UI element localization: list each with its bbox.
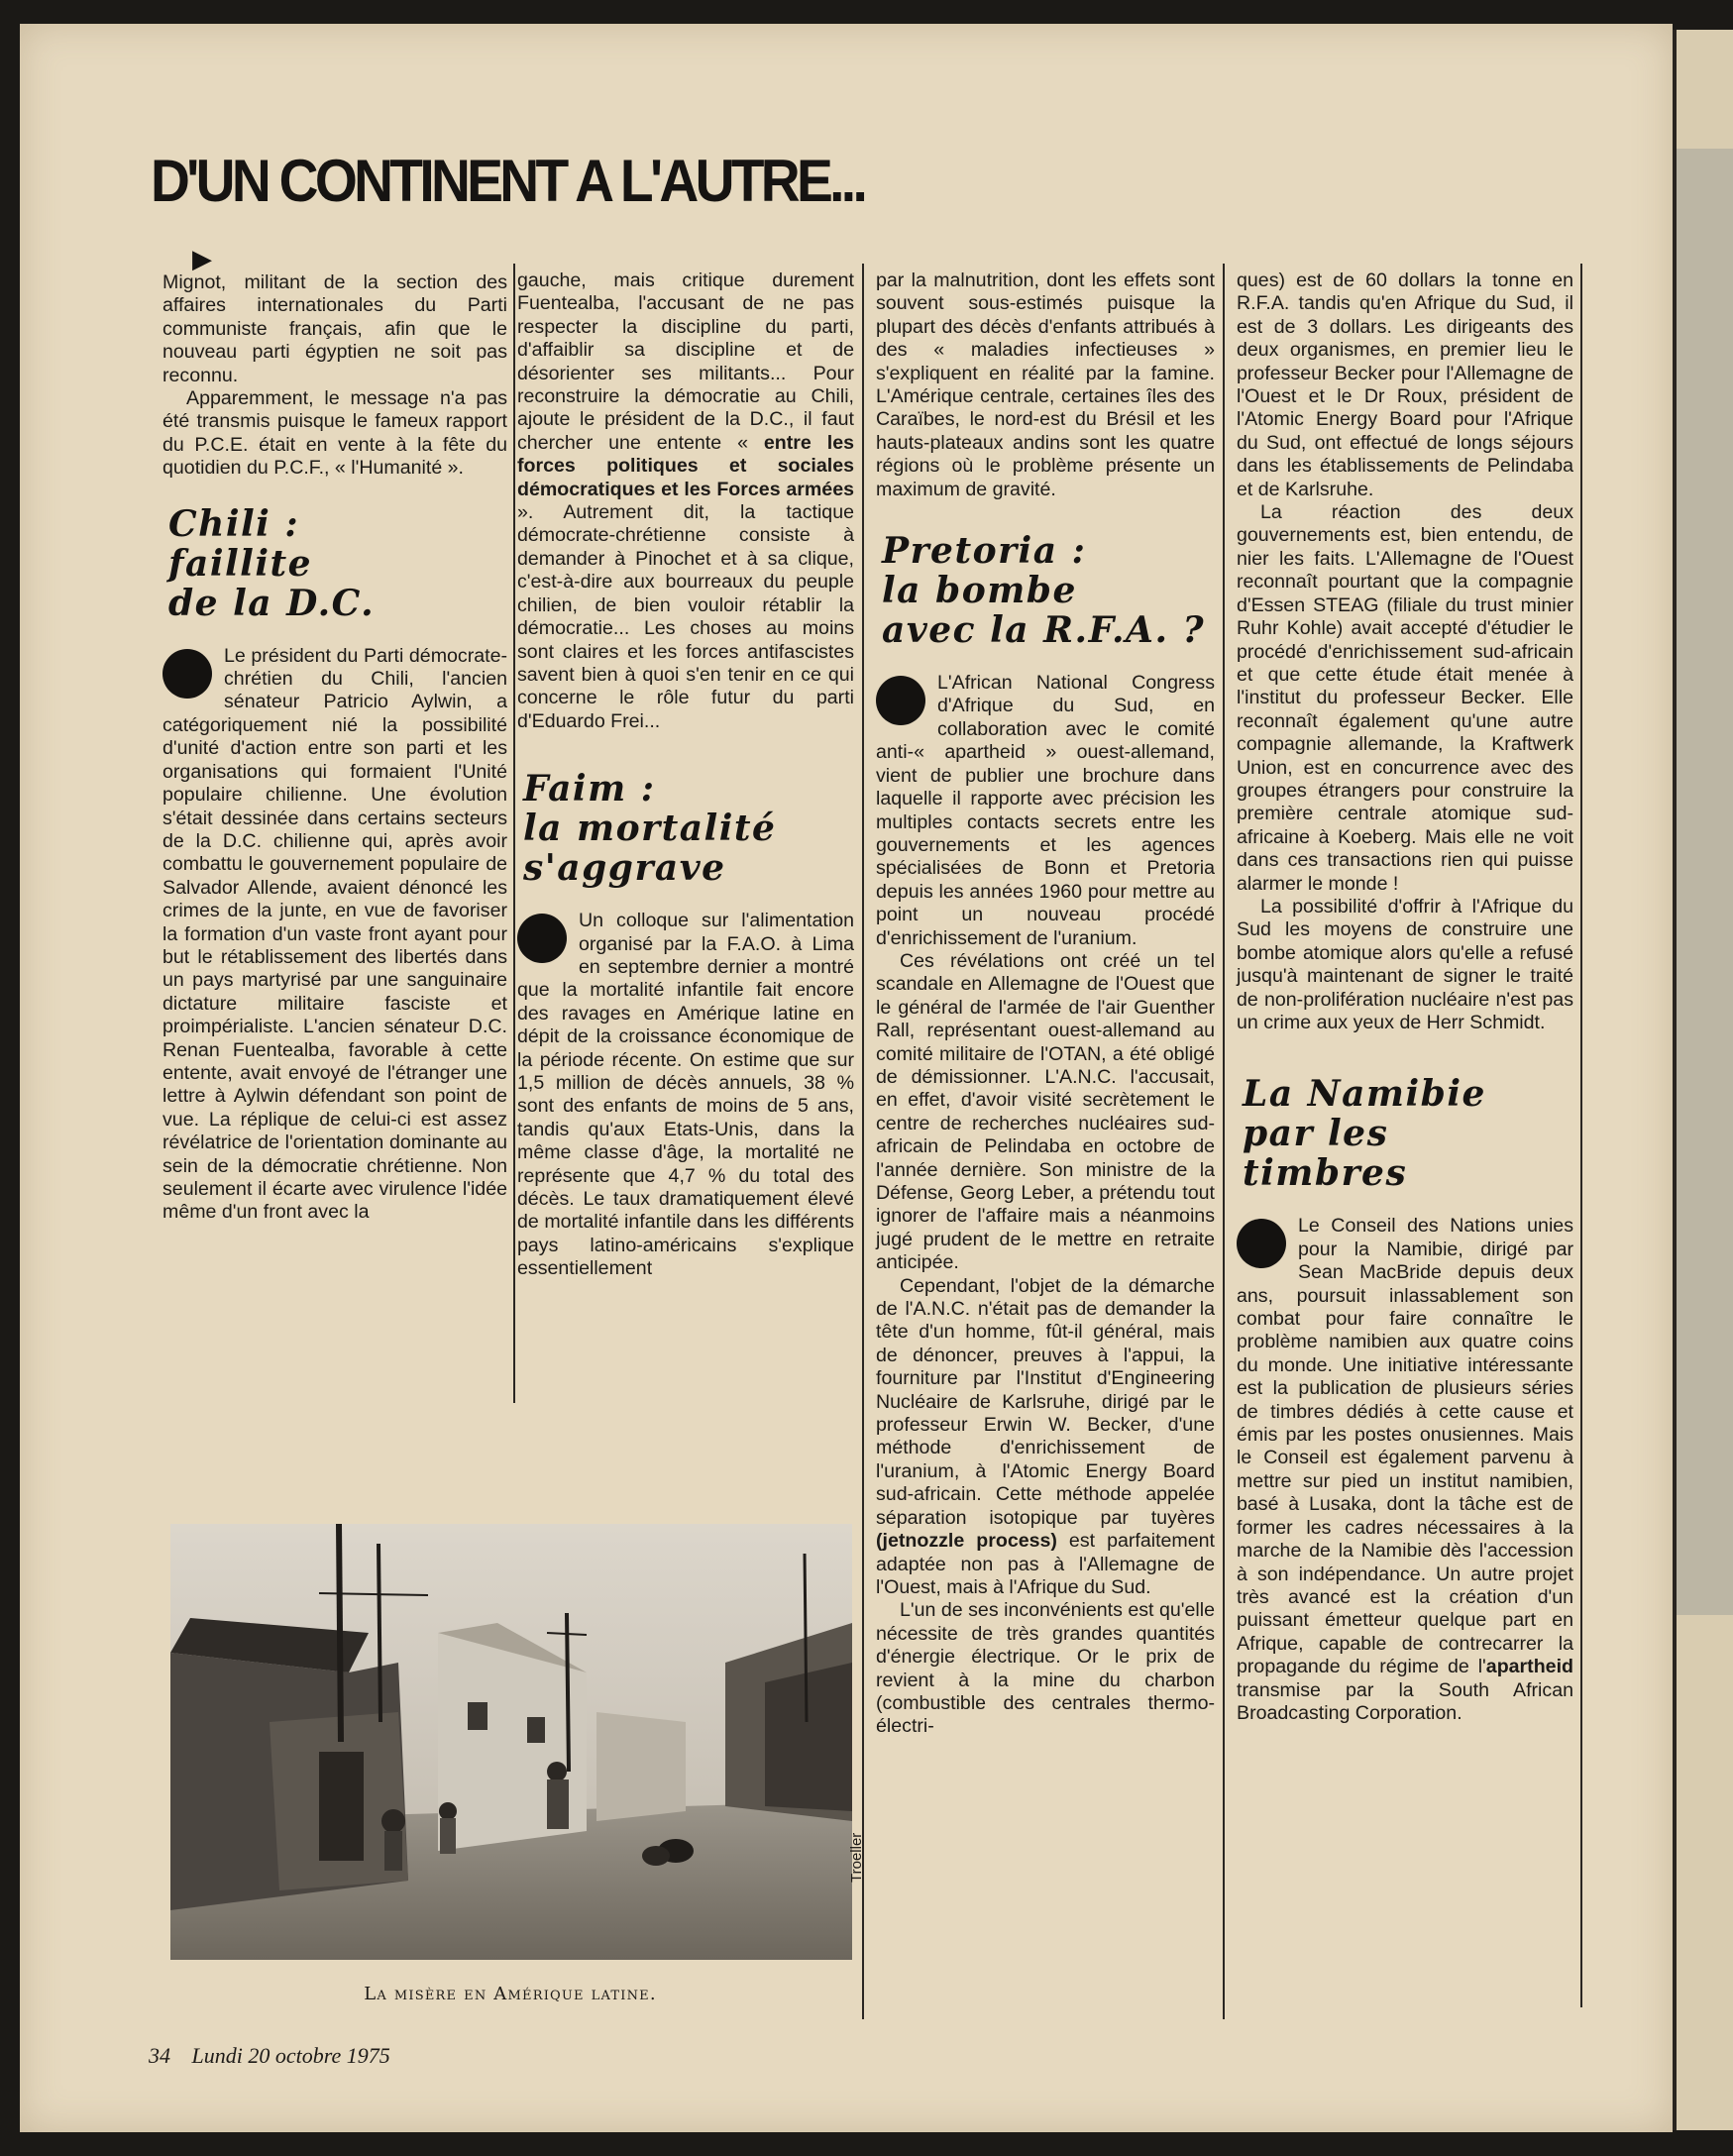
heading-line: timbres <box>1243 1152 1408 1195</box>
page-number: 34 <box>149 2043 170 2068</box>
paragraph-text: Cependant, l'objet de la démarche de l'A.N.C. n'était pas de demander la tête d'un homme, fût-il général, mais de dénoncer, preuves à l'appui, la fourniture par l'Institut d'Engineering Nucléaire de Karlsruhe, dirigé par le professeur Erwin W. Becker, d'une méthode d'enrichissement de l'uranium, à l'Atomic Energy Board sud-africain. Cette méthode appelée séparation isotopique par tuyères <box>876 1274 1215 1529</box>
paragraph-text: gauche, mais critique durement Fuentealba, l'accusant de ne pas respecter la discipline du parti, d'affaiblir sa discipline et de désorienter ses militants... Pour reconstruire la démocratie au Chili, ajoute le président de la D.C., il faut chercher une entente « <box>517 270 854 454</box>
paragraph-text: ». Autrement dit, la tactique démocrate-chrétienne consiste à demander à Pinochet et à sa clique, c'est-à-dire aux bourreaux du peuple chilien, de bien vouloir rétablir la démocratie... Les choses au moins sont claires et les forces antifascistes savent bien à quoi s'en tenir en ce qui concerne le rôle futur du parti d'Eduardo Frei... <box>517 501 854 732</box>
paragraph: Ces révélations ont créé un tel scandale en Allemagne de l'Ouest que le général de l'armée de l'air Guenther Rall, représentant ouest-allemand au comité militaire de l'OTAN, a été obligé de démissionner. L'A.N.C. l'accusait, en effet, d'avoir visité secrètement le centre de recherches nucléaires sud-africain de Pelindaba en octobre de l'année dernière. Son ministre de la Défense, Georg Leber, a prétendu tout ignorer de l'affaire mais a néanmoins jugé prudent de le mettre en retraite anticipée. <box>876 949 1215 1274</box>
paragraph <box>876 672 1215 950</box>
paragraph: ques) est de 60 dollars la tonne en R.F.A. tandis qu'en Afrique du Sud, il est de 3 dollars. Les dirigeants des deux organismes, en premier lieu le professeur Becker pour l'Allemagne de l'Ouest et le Dr Roux, président de l'Atomic Energy Board pour l'Afrique du Sud, ont effectué de longs séjours dans les établissements de Pelindaba et de Karlsruhe. <box>1237 270 1573 500</box>
section-heading-chili <box>168 504 507 623</box>
heading-line: par les <box>1243 1113 1389 1155</box>
heading-line: la bombe <box>882 570 1077 612</box>
photo-credit: Troeller <box>848 1832 865 1883</box>
section-heading-faim <box>523 769 854 888</box>
heading-line: La Namibie <box>1243 1073 1486 1116</box>
article-column-1 <box>162 246 507 1225</box>
section-heading-pretoria <box>882 531 1215 650</box>
photo-caption: La misère en Amérique latine. <box>364 1984 657 2004</box>
paragraph: par la malnutrition, dont les effets sont souvent sous-estimés puisque la plupart des décès d'enfants attribués à des « maladies infectieuses » s'expliquent en réalité par la famine. L'Amérique centrale, certaines îles des Caraïbes, le nord-est du Brésil et les hauts-plateaux andins sont les quatre régions où le problème présente un maximum de gravité. <box>876 270 1215 500</box>
page-headline: D'UN CONTINENT A L'AUTRE... <box>151 148 865 214</box>
shantytown-photo <box>170 1524 852 1960</box>
paragraph-text: est parfaitement adaptée non pas à l'Allemagne de l'Ouest, mais à l'Afrique du Sud. <box>876 1530 1215 1598</box>
article-column-2 <box>517 270 854 1281</box>
heading-line: Pretoria : <box>882 530 1087 573</box>
paragraph: Mignot, militant de la section des affaires internationales du Parti communiste français, afin que le nouveau parti égyptien ne soit pas reconnu. <box>162 271 507 386</box>
facing-page-edge <box>1673 30 1733 2130</box>
paragraph <box>876 1275 1215 1600</box>
paragraph: La réaction des deux gouvernements est, bien entendu, de nier les faits. L'Allemagne de l'Ouest reconnaît pourtant que la compagnie d'Essen STEAG (filiale du trust minier Ruhr Kohle) avait accepté d'étudier le procédé d'enrichissement sud-africain et que cette étude était menée à l'institut du professeur Becker. Elle reconnaît également qu'une autre compagnie allemande, la Kraftwerk Union, est en concurrence avec des groupes étrangers pour construire la première centrale atomique sud-africaine à Koeberg. Mais elle ne voit dans ces transactions rien qui puisse alarmer le monde ! <box>1237 501 1573 895</box>
heading-line: Chili : <box>168 502 300 545</box>
paragraph <box>517 270 854 733</box>
column-rule <box>1580 264 1582 2007</box>
paragraph-text: transmise par la South African Broadcasting Corporation. <box>1237 1678 1573 1724</box>
article-column-4 <box>1237 270 1573 1725</box>
heading-line: la mortalité <box>523 808 777 850</box>
bullet-dot-icon <box>1237 1219 1286 1268</box>
section-heading-namibie <box>1243 1074 1573 1193</box>
paragraph <box>1237 1215 1573 1725</box>
bullet-dot-icon <box>876 676 925 725</box>
paragraph-text: Un colloque sur l'alimentation organisé par la F.A.O. à Lima en septembre dernier a montré que la mortalité infantile fait encore des ravages en Amérique latine en dépit de la croissance économique de la période récente. On estime que sur 1,5 million de décès annuels, 38 % sont des enfants de moins de 5 ans, tandis qu'aux Etats-Unis, dans la même classe d'âge, la mortalité ne représente que 4,7 % du total des décès. Le taux dramatiquement élevé de mortalité infantile dans les différents pays latino-américains s'explique essentiellement <box>517 910 854 1280</box>
bold-quote: entre les forces politiques et sociales démocratiques et les Forces armées <box>517 431 854 500</box>
bullet-dot-icon <box>517 914 567 963</box>
paragraph-text: Le Conseil des Nations unies pour la Namibie, dirigé par Sean MacBride depuis deux ans, poursuit inlassablement son combat pour faire connaître le problème namibien aux quatre coins du monde. Une initiative intéressante est la publication de plusieurs séries de timbres dédiés à cette cause et émis par les postes onusiennes. Mais le Conseil est également parvenu à mettre sur pied un institut namibien, basé à Lusaka, dont la tâche est de former les cadres nécessaires à la marche de la Namibie dès l'accession à son indépendance. Un autre projet très avancé est la création d'un puissant émetteur quelque part en Afrique, capable de contrecarrer la propagande du régime de l' <box>1237 1215 1573 1678</box>
column-rule <box>513 264 515 1403</box>
paragraph <box>517 910 854 1281</box>
paragraph <box>162 645 507 1225</box>
paragraph: L'un de ses inconvénients est qu'elle nécessite de très grandes quantités d'énergie électrique. Or le prix de revient à la mine du charbon (combustible des centrales thermo-électri- <box>876 1599 1215 1738</box>
continuation-arrow-icon: ▶ <box>192 244 212 273</box>
heading-line: Faim : <box>523 768 656 810</box>
heading-line: de la D.C. <box>168 582 376 624</box>
heading-line: s'aggrave <box>523 847 726 890</box>
paragraph-text: L'African National Congress d'Afrique du Sud, en collaboration avec le comité anti-« apartheid » ouest-allemand, vient de publier une brochure dans laquelle il rapporte avec précision les multiples contacts secrets entre les gouvernements et les agences spécialisées de Bonn et Pretoria depuis les années 1960 pour mettre au point un nouveau procédé d'enrichissement de l'uranium. <box>876 672 1215 949</box>
paragraph-text: Le président du Parti démocrate-chrétien du Chili, l'ancien sénateur Patricio Aylwin, a catégoriquement nié la possibilité d'unité d'action entre son parti et les organisations qui formaient l'Unité populaire chilienne. Une évolution s'était dessinée dans certains secteurs de la D.C. chilienne qui, après avoir combattu le gouvernement populaire de Salvador Allende, avaient dénoncé les crimes de la junte, en vue de favoriser la formation d'un vaste front ayant pour but le rétablissement des libertés dans un pays martyrisé par une sanguinaire dictature militaire fasciste et proimpérialiste. L'ancien sénateur D.C. Renan Fuentealba, favorable à cette entente, avait envoyé de l'étranger une lettre à Aylwin défendant son point de vue. La réplique de celui-ci est assez révélatrice de l'orientation dominante au sein de la démocratie chrétienne. Non seulement il écarte avec virulence l'idée même d'un front avec la <box>162 644 507 1224</box>
paragraph: Apparemment, le message n'a pas été transmis puisque le fameux rapport du P.C.E. était en vente à la fête du quotidien du P.C.F., « l'Humanité ». <box>162 387 507 480</box>
article-column-3 <box>876 270 1215 1739</box>
photo-illustration <box>170 1524 852 1960</box>
heading-line: avec la R.F.A. ? <box>882 609 1206 652</box>
column-rule <box>862 264 864 2019</box>
heading-line: faillite <box>168 542 313 585</box>
paragraph: La possibilité d'offrir à l'Afrique du Sud les moyens de construire une bombe atomique alors qu'elle a refusé jusqu'à maintenant de signer le traité de non-prolifération nucléaire n'est pas un crime aux yeux de Herr Schmidt. <box>1237 895 1573 1033</box>
page-footer <box>149 2043 390 2069</box>
column-rule <box>1223 264 1225 2019</box>
bold-term: (jetnozzle process) <box>876 1530 1057 1553</box>
bold-term: apartheid <box>1485 1656 1573 1678</box>
issue-date: Lundi 20 octobre 1975 <box>191 2043 390 2068</box>
bullet-dot-icon <box>162 649 212 699</box>
